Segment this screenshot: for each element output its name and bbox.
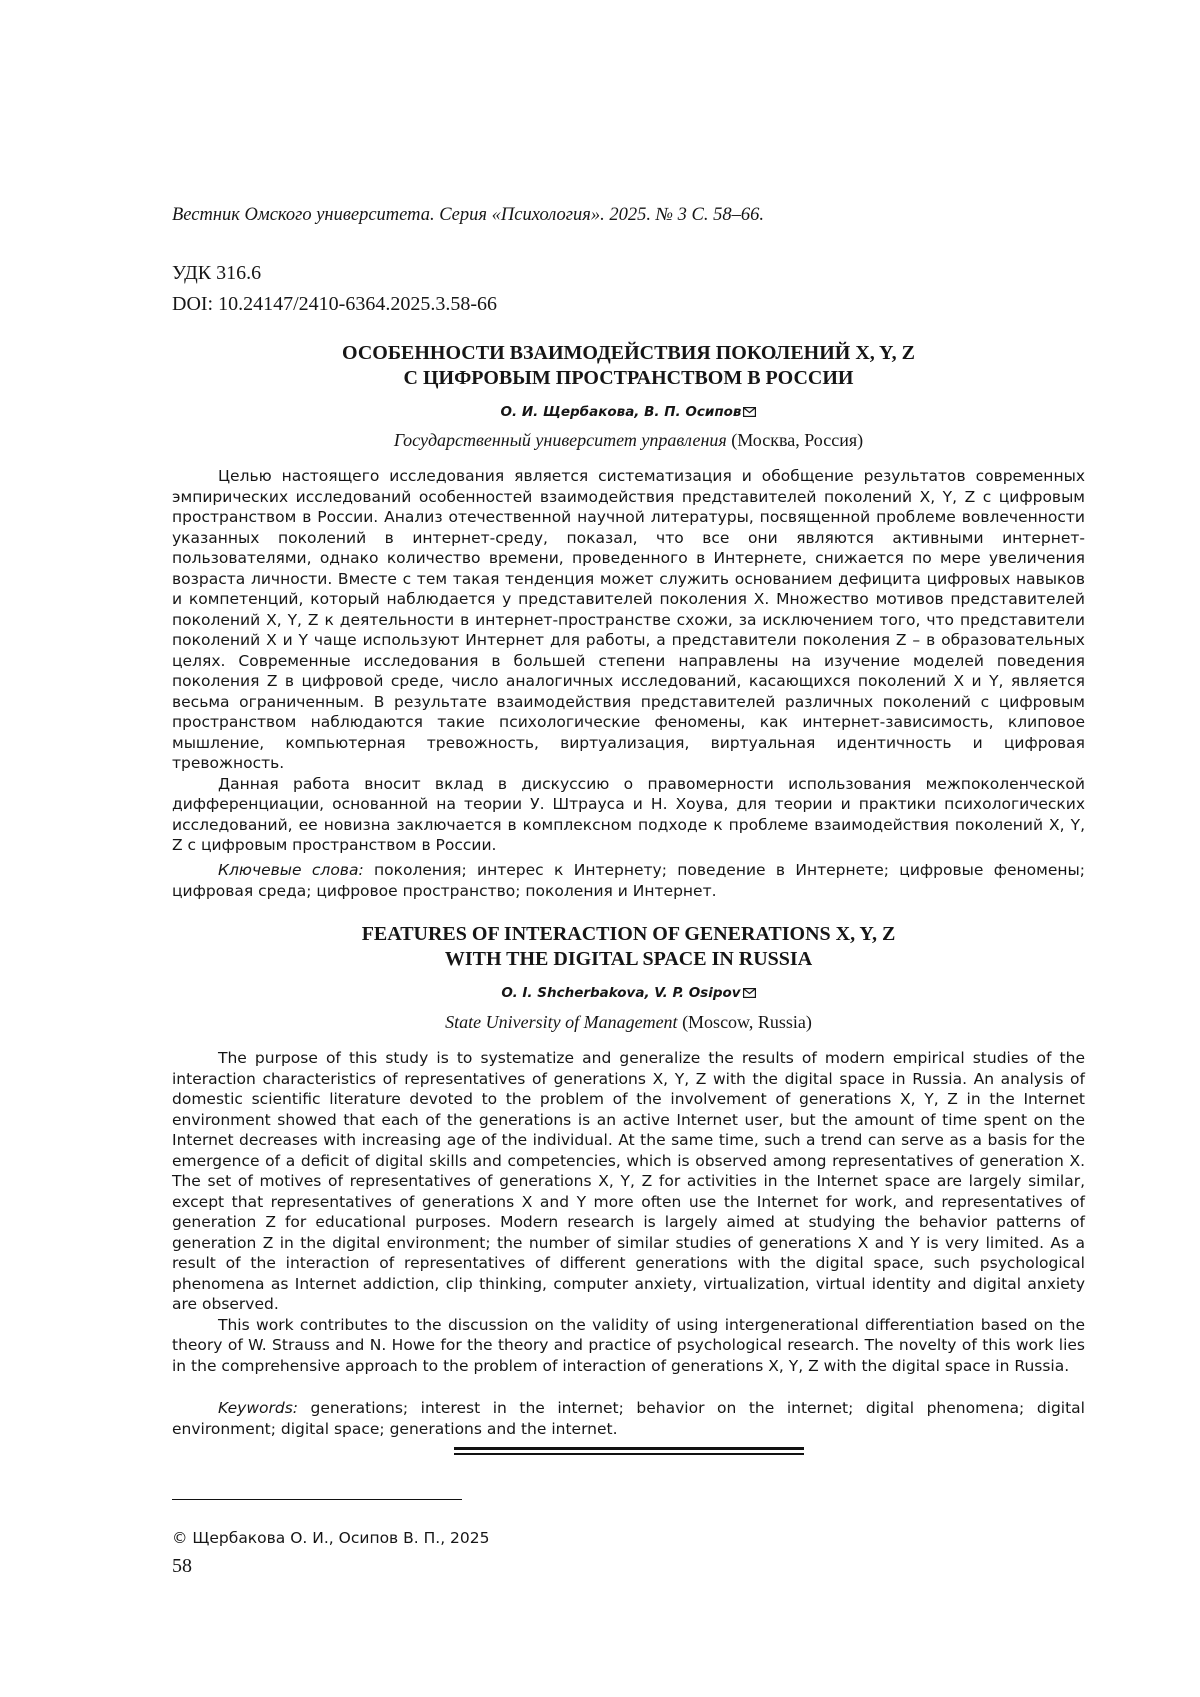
en-affiliation-place: (Moscow, Russia) [682, 1012, 812, 1032]
ru-title [172, 341, 1085, 391]
doi: DOI: 10.24147/2410-6364.2025.3.58-66 [172, 293, 497, 315]
en-abstract-paragraph-1: The purpose of this study is to systematize and generalize the results of modern empirical studies of the interaction characteristics of representatives of generations X, Y, Z with the digital space in Russia. An analysis of domestic scientific literature devoted to the problem of the involvement of generations X, Y, Z in the Internet environment showed that each of the generations is an active Internet user, but the amount of time spent on the Internet decreases with increasing age of the individual. At the same time, such a trend can serve as a basis for the emergence of a deficit of digital skills and competencies, which is observed among representatives of generation X. The set of motives of representatives of generations X, Y, Z for activities in the Internet space are largely similar, except that representatives of generations X and Y more often use the Internet for work, and representatives of generation Z for educational purposes. Modern research is largely aimed at studying the behavior patterns of generation Z in the digital environment; the number of similar studies of generations X and Y is very limited. As a result of the interaction of representatives of different generations with the digital space, such psychological phenomena as Internet addiction, clip thinking, computer anxiety, virtualization, virtual identity and digital anxiety are observed. [172, 1049, 1085, 1313]
en-keywords [172, 1398, 1085, 1439]
en-title [172, 922, 1085, 972]
journal-citation: Вестник Омского университета. Серия «Психология». 2025. № 3 С. 58–66. [172, 205, 764, 225]
ru-title-line-1: ОСОБЕННОСТИ ВЗАИМОДЕЙСТВИЯ ПОКОЛЕНИЙ X, Y, Z [342, 342, 915, 364]
ru-affiliation-name: Государственный университет управления [393, 430, 727, 450]
en-authors-names: O. I. Shcherbakova, V. P. Osipov [501, 985, 741, 1001]
en-affiliation-name: State University of Management [445, 1012, 678, 1032]
page-number: 58 [172, 1555, 192, 1577]
ru-keywords-text: поколения; интерес к Интернету; поведение в Интернете; цифровые феномены; цифровая среда; цифровое пространство; поколения и Интернет. [172, 861, 1085, 900]
section-divider-top [454, 1447, 804, 1450]
en-authors [172, 985, 1085, 1001]
ru-keywords-label: Ключевые слова: [218, 861, 364, 879]
ru-affiliation [172, 430, 1085, 451]
ru-title-line-2: С ЦИФРОВЫМ ПРОСТРАНСТВОМ В РОССИИ [403, 367, 854, 389]
ru-authors-names: О. И. Щербакова, В. П. Осипов [500, 404, 742, 420]
ru-abstract-paragraph-2: Данная работа вносит вклад в дискуссию о правомерности использования межпоколенческой дифференциации, основанной на теории У. Штрауса и Н. Хоува, для теории и практики психологических исследований, ее новизна заключается в комплексном подходе к проблеме взаимодействия поколений X, Y, Z с цифровым пространством в России. [172, 774, 1085, 854]
en-title-line-1: FEATURES OF INTERACTION OF GENERATIONS X, Y, Z [361, 923, 896, 945]
en-abstract-paragraph-2: This work contributes to the discussion on the validity of using intergenerational differentiation based on the theory of W. Strauss and N. Howe for the theory and practice of psychological research. The novelty of this work lies in the comprehensive approach to the problem of interaction of generations X, Y, Z with the digital space in Russia. [172, 1315, 1085, 1375]
ru-abstract-paragraph-1: Целью настоящего исследования является систематизация и обобщение результатов современных эмпирических исследований особенностей взаимодействия представителей поколений X, Y, Z с цифровым пространством в России. Анализ отечественной научной литературы, посвященной проблеме вовлеченности указанных поколений в интернет-среду, показал, что все они являются активными интернет-пользователями, однако количество времени, проведенного в Интернете, снижается по мере увеличения возраста личности. Вместе с тем такая тенденция может служить основанием дефицита цифровых навыков и компетенций, который наблюдается у представителей поколения X. Множество мотивов представителей поколений X, Y, Z к деятельности в интернет-пространстве схожи, за исключением того, что представители поколений X и Y чаще используют Интернет для работы, а представители поколения Z – в образовательных целях. Современные исследования в большей степени направлены на изучение моделей поведения поколения Z в цифровой среде, число аналогичных исследований, касающихся поколений X и Y, является весьма ограниченным. В результате взаимодействия представителей различных поколений с цифровым пространством наблюдаются такие психологические феномены, как интернет-зависимость, клиповое мышление, компьютерная тревожность, виртуализация, виртуальная идентичность и цифровая тревожность. [172, 467, 1085, 772]
copyright-notice: © Щербакова О. И., Осипов В. П., 2025 [172, 1529, 490, 1547]
en-title-line-2: WITH THE DIGITAL SPACE IN RUSSIA [444, 948, 813, 970]
section-divider-bottom [454, 1453, 804, 1455]
en-keywords-label: Keywords: [218, 1399, 298, 1417]
en-keywords-text: generations; interest in the internet; behavior on the internet; digital phenomena; digital environment; digital space; generations and the internet. [172, 1399, 1085, 1438]
ru-affiliation-place: (Москва, Россия) [731, 430, 864, 450]
footnote-rule [172, 1499, 462, 1500]
ru-keywords [172, 860, 1085, 901]
udc-code: УДК 316.6 [172, 262, 262, 284]
envelope-icon [743, 988, 756, 998]
ru-abstract [172, 466, 1085, 856]
ru-authors [172, 404, 1085, 420]
en-abstract [172, 1048, 1085, 1376]
envelope-icon [743, 407, 756, 417]
en-affiliation [172, 1012, 1085, 1033]
